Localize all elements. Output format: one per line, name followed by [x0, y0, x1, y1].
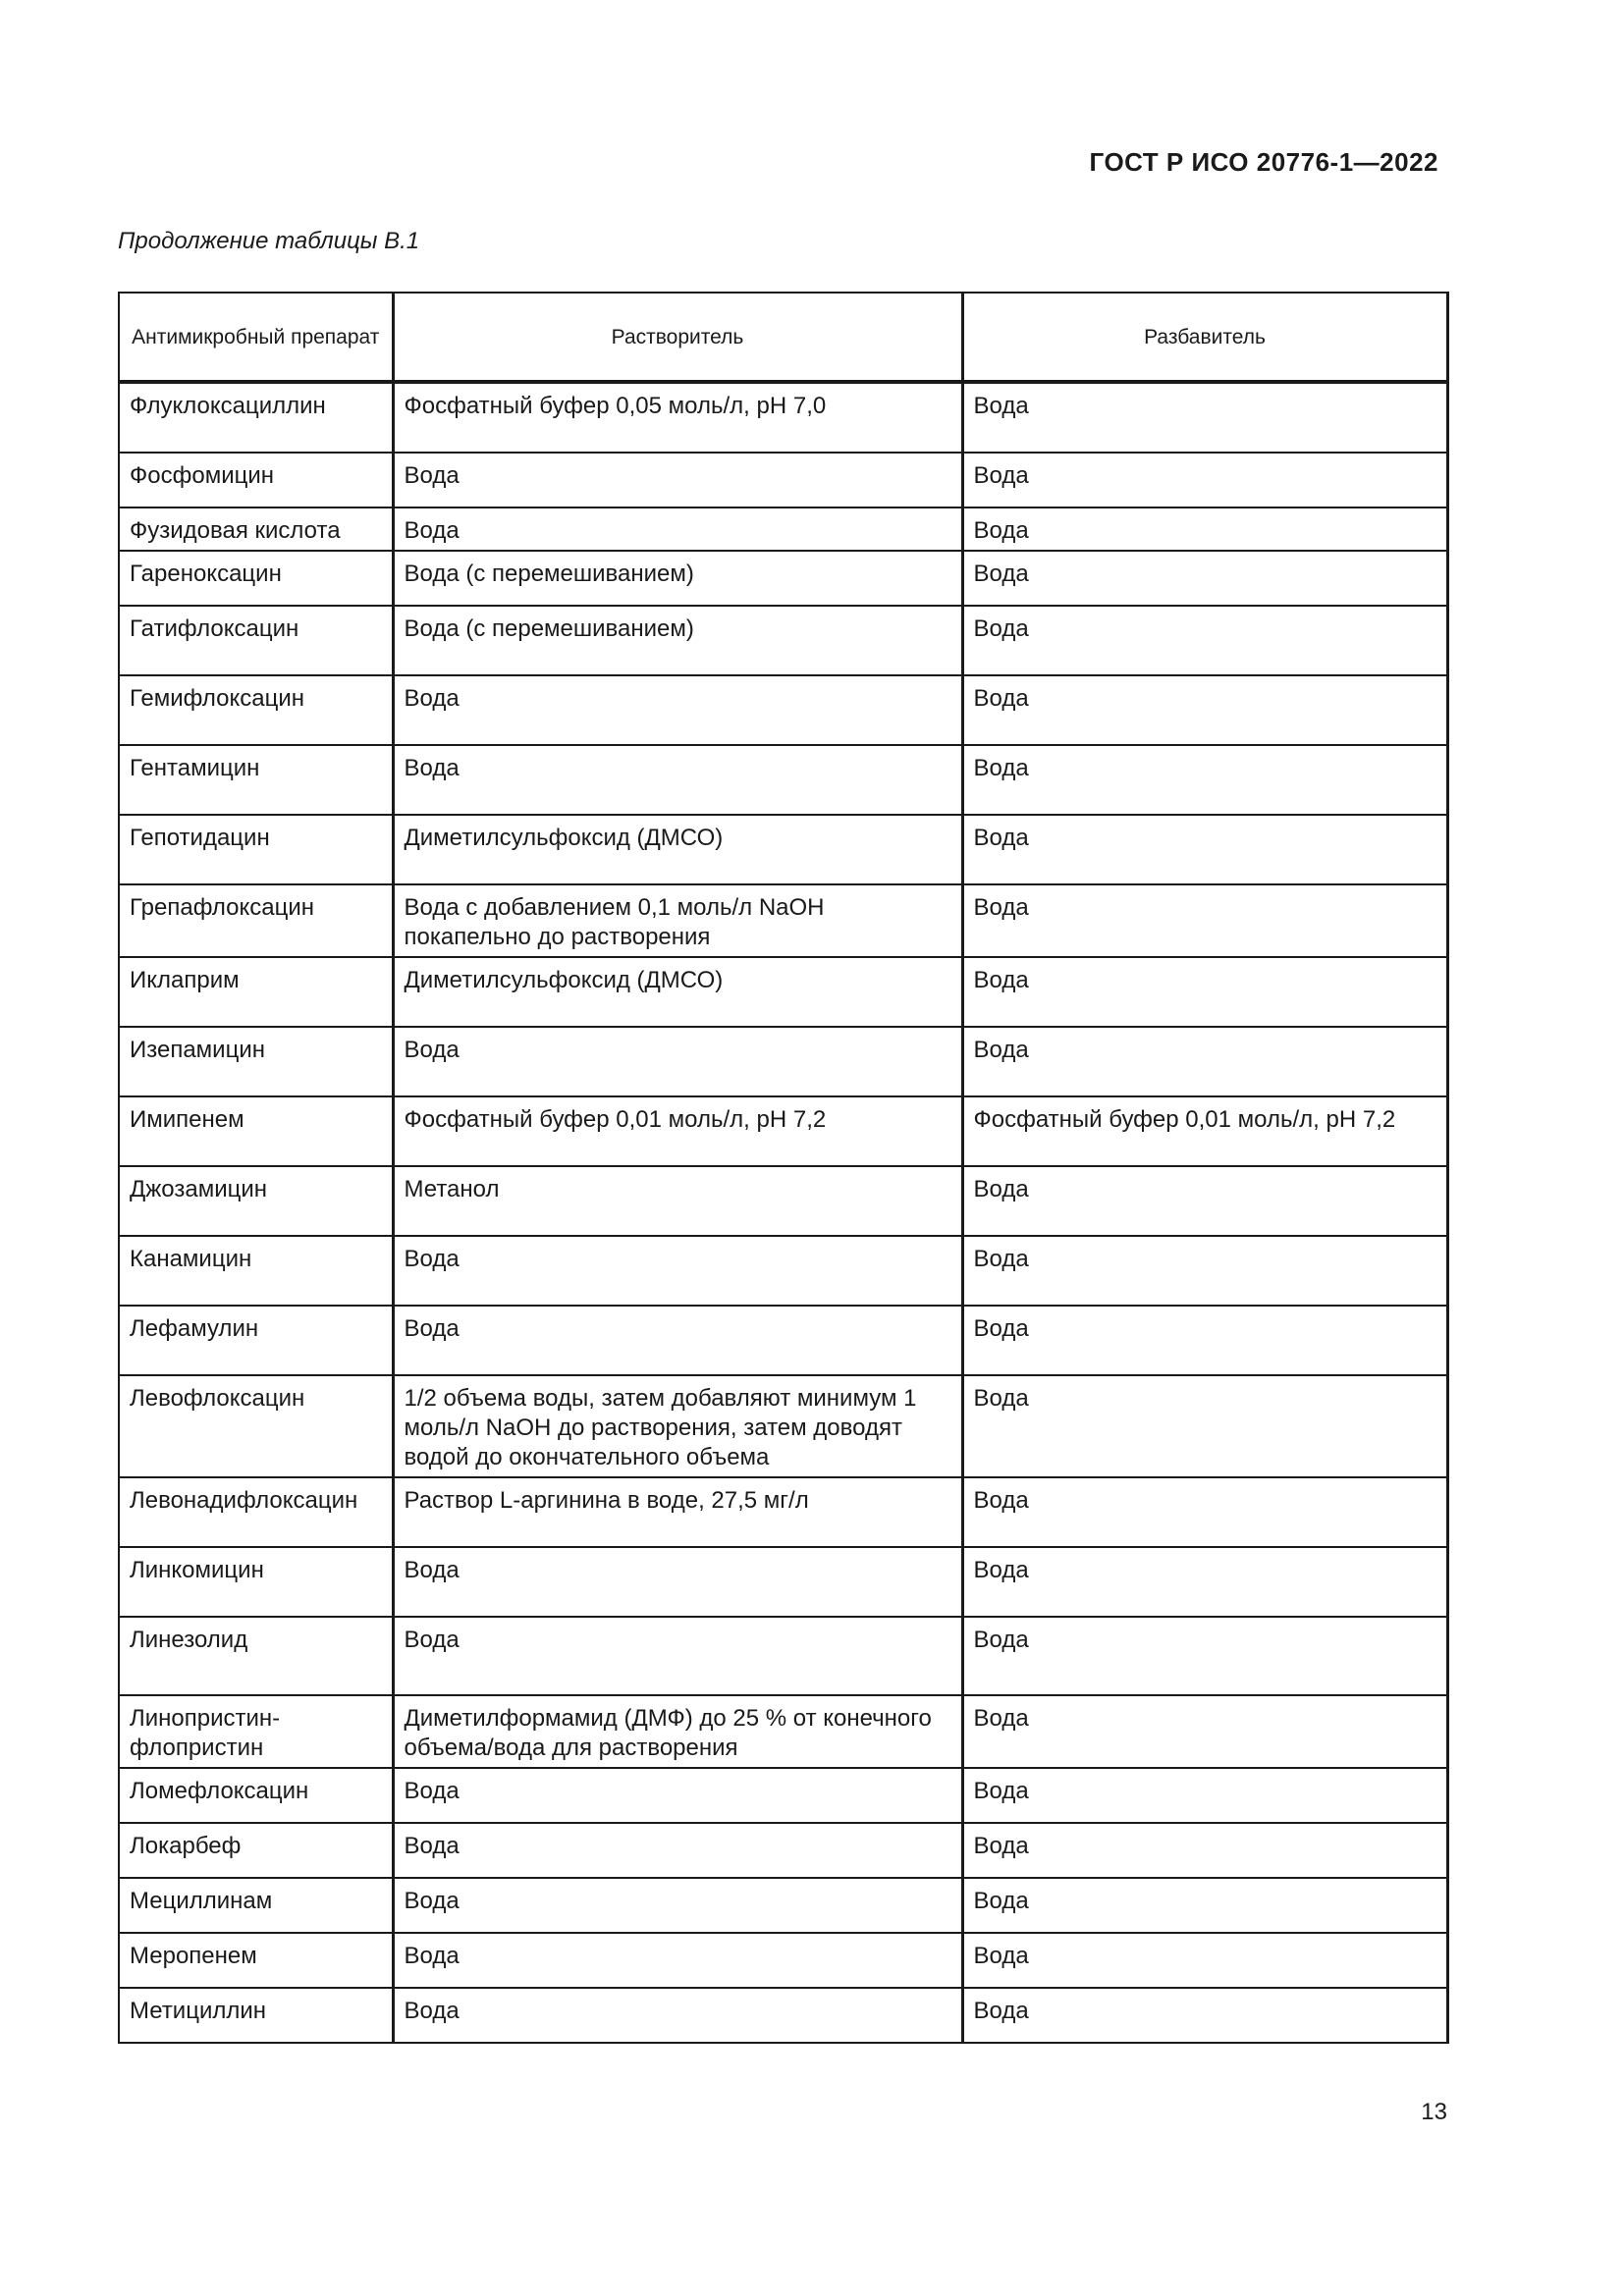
cell-diluent: Вода — [962, 1695, 1447, 1768]
table-row — [119, 815, 1447, 884]
cell-diluent: Вода — [962, 1477, 1447, 1547]
cell-agent: Канамицин — [119, 1236, 393, 1306]
cell-agent: Левофлоксацин — [119, 1375, 393, 1477]
cell-solvent: Вода — [393, 1823, 962, 1878]
table-row — [119, 507, 1447, 551]
cell-solvent: Метанол — [393, 1166, 962, 1236]
table-row — [119, 1933, 1447, 1988]
cell-solvent: Вода с добавлением 0,1 моль/л NaOH покапельно до растворения — [393, 884, 962, 957]
cell-solvent: Диметилсульфоксид (ДМСО) — [393, 815, 962, 884]
cell-solvent: Вода — [393, 1878, 962, 1933]
table-row — [119, 1236, 1447, 1306]
cell-agent: Гепотидацин — [119, 815, 393, 884]
cell-diluent: Вода — [962, 745, 1447, 815]
cell-solvent: Вода — [393, 1547, 962, 1617]
cell-agent: Изепамицин — [119, 1027, 393, 1096]
antimicrobial-table — [118, 292, 1449, 2044]
cell-solvent: Вода (с перемешиванием) — [393, 551, 962, 606]
table-row — [119, 1477, 1447, 1547]
cell-agent: Гентамицин — [119, 745, 393, 815]
cell-agent: Лефамулин — [119, 1306, 393, 1375]
cell-agent: Флуклоксациллин — [119, 382, 393, 453]
cell-agent: Линкомицин — [119, 1547, 393, 1617]
table-header-row — [119, 293, 1447, 382]
cell-diluent: Вода — [962, 1166, 1447, 1236]
cell-agent: Грепафлоксацин — [119, 884, 393, 957]
column-header-diluent: Разбавитель — [962, 293, 1447, 382]
table-row — [119, 1306, 1447, 1375]
cell-agent: Метициллин — [119, 1988, 393, 2043]
cell-solvent: Вода — [393, 1933, 962, 1988]
cell-solvent: Фосфатный буфер 0,05 моль/л, pH 7,0 — [393, 382, 962, 453]
cell-agent: Фузидовая кислота — [119, 507, 393, 551]
document-header: ГОСТ Р ИСО 20776-1—2022 — [1089, 147, 1438, 177]
table-row — [119, 453, 1447, 507]
cell-diluent: Вода — [962, 382, 1447, 453]
table-row — [119, 1096, 1447, 1166]
cell-solvent: Вода — [393, 1306, 962, 1375]
cell-solvent: Вода — [393, 1988, 962, 2043]
cell-solvent: Диметилформамид (ДМФ) до 25 % от конечного объема/вода для растворения — [393, 1695, 962, 1768]
cell-diluent: Вода — [962, 1547, 1447, 1617]
cell-diluent: Вода — [962, 884, 1447, 957]
cell-agent: Гемифлоксацин — [119, 675, 393, 745]
cell-diluent: Вода — [962, 1823, 1447, 1878]
table-row — [119, 551, 1447, 606]
table-row — [119, 1547, 1447, 1617]
cell-agent: Джозамицин — [119, 1166, 393, 1236]
table-row — [119, 957, 1447, 1027]
cell-agent: Гареноксацин — [119, 551, 393, 606]
cell-solvent: Вода (с перемешиванием) — [393, 606, 962, 675]
cell-diluent: Фосфатный буфер 0,01 моль/л, pH 7,2 — [962, 1096, 1447, 1166]
cell-diluent: Вода — [962, 1236, 1447, 1306]
table-row — [119, 1695, 1447, 1768]
table-row — [119, 1166, 1447, 1236]
table-row — [119, 1823, 1447, 1878]
cell-solvent: Фосфатный буфер 0,01 моль/л, pH 7,2 — [393, 1096, 962, 1166]
cell-diluent: Вода — [962, 1027, 1447, 1096]
cell-solvent: Вода — [393, 1236, 962, 1306]
table-row — [119, 1617, 1447, 1695]
table-row — [119, 745, 1447, 815]
cell-diluent: Вода — [962, 606, 1447, 675]
cell-agent: Ломефлоксацин — [119, 1768, 393, 1823]
cell-solvent: Вода — [393, 1768, 962, 1823]
cell-agent: Линезолид — [119, 1617, 393, 1695]
cell-diluent: Вода — [962, 815, 1447, 884]
cell-solvent: Вода — [393, 507, 962, 551]
table-row — [119, 382, 1447, 453]
cell-diluent: Вода — [962, 1306, 1447, 1375]
cell-diluent: Вода — [962, 1933, 1447, 1988]
cell-agent: Линопристин-флопристин — [119, 1695, 393, 1768]
cell-solvent: Вода — [393, 1027, 962, 1096]
column-header-solvent: Растворитель — [393, 293, 962, 382]
cell-solvent: Вода — [393, 745, 962, 815]
cell-diluent: Вода — [962, 1988, 1447, 2043]
table-row — [119, 675, 1447, 745]
cell-agent: Мециллинам — [119, 1878, 393, 1933]
cell-agent: Меропенем — [119, 1933, 393, 1988]
cell-agent: Локарбеф — [119, 1823, 393, 1878]
cell-agent: Имипенем — [119, 1096, 393, 1166]
column-header-agent: Антимикробный препарат — [119, 293, 393, 382]
cell-solvent: Диметилсульфоксид (ДМСО) — [393, 957, 962, 1027]
table-row — [119, 1878, 1447, 1933]
table-row — [119, 1375, 1447, 1477]
cell-solvent: Раствор L-аргинина в воде, 27,5 мг/л — [393, 1477, 962, 1547]
cell-solvent: Вода — [393, 675, 962, 745]
table-row — [119, 884, 1447, 957]
cell-agent: Гатифлоксацин — [119, 606, 393, 675]
table-row — [119, 1768, 1447, 1823]
page-number: 13 — [1421, 2099, 1447, 2125]
cell-agent: Иклаприм — [119, 957, 393, 1027]
cell-solvent: Вода — [393, 453, 962, 507]
cell-agent: Фосфомицин — [119, 453, 393, 507]
table-row — [119, 1988, 1447, 2043]
cell-agent: Левонадифлоксацин — [119, 1477, 393, 1547]
cell-diluent: Вода — [962, 1617, 1447, 1695]
table-row — [119, 606, 1447, 675]
cell-diluent: Вода — [962, 1768, 1447, 1823]
cell-solvent: Вода — [393, 1617, 962, 1695]
cell-diluent: Вода — [962, 507, 1447, 551]
cell-diluent: Вода — [962, 1375, 1447, 1477]
cell-solvent: 1/2 объема воды, затем добавляют минимум 1 моль/л NaOH до растворения, затем доводят водой до окончательного объема — [393, 1375, 962, 1477]
cell-diluent: Вода — [962, 1878, 1447, 1933]
cell-diluent: Вода — [962, 551, 1447, 606]
table-row — [119, 1027, 1447, 1096]
cell-diluent: Вода — [962, 453, 1447, 507]
cell-diluent: Вода — [962, 957, 1447, 1027]
cell-diluent: Вода — [962, 675, 1447, 745]
table-caption: Продолжение таблицы В.1 — [118, 228, 420, 254]
